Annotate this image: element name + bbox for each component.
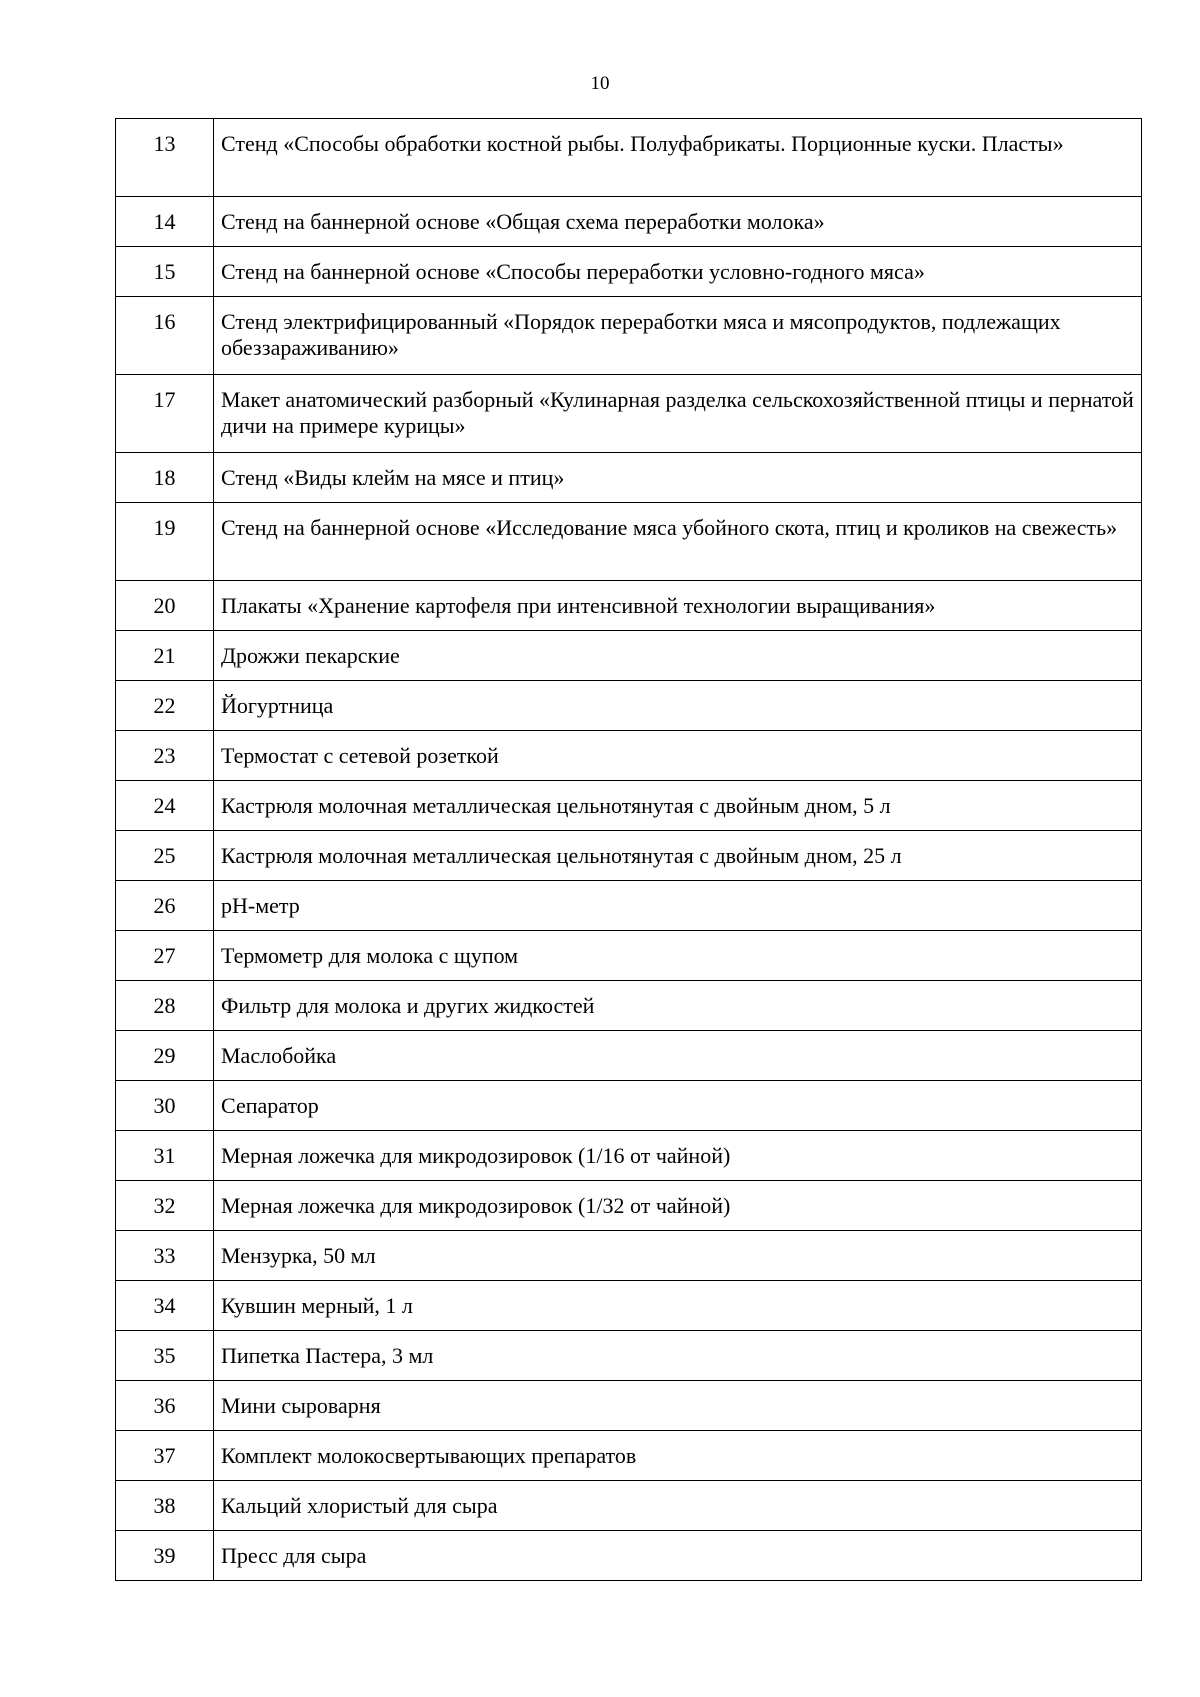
row-item-name: Плакаты «Хранение картофеля при интенсивной технологии выращивания» bbox=[214, 581, 1142, 631]
table-row bbox=[116, 375, 1142, 453]
row-number: 22 bbox=[116, 681, 214, 731]
row-number: 13 bbox=[116, 119, 214, 197]
row-item-name: Мини сыроварня bbox=[214, 1381, 1142, 1431]
row-number: 35 bbox=[116, 1331, 214, 1381]
table-row bbox=[116, 1281, 1142, 1331]
table-row bbox=[116, 781, 1142, 831]
row-item-name: pH-метр bbox=[214, 881, 1142, 931]
row-number: 23 bbox=[116, 731, 214, 781]
row-item-name: Стенд электрифицированный «Порядок переработки мяса и мясопродуктов, подлежащих обеззараживанию» bbox=[214, 297, 1142, 375]
row-number: 14 bbox=[116, 197, 214, 247]
row-item-name: Фильтр для молока и других жидкостей bbox=[214, 981, 1142, 1031]
row-number: 32 bbox=[116, 1181, 214, 1231]
row-item-name: Стенд на баннерной основе «Общая схема переработки молока» bbox=[214, 197, 1142, 247]
row-item-name: Термометр для молока с щупом bbox=[214, 931, 1142, 981]
table-row bbox=[116, 1081, 1142, 1131]
row-item-name: Стенд на баннерной основе «Способы переработки условно-годного мяса» bbox=[214, 247, 1142, 297]
row-item-name: Мензурка, 50 мл bbox=[214, 1231, 1142, 1281]
table-row bbox=[116, 1131, 1142, 1181]
row-number: 17 bbox=[116, 375, 214, 453]
row-number: 37 bbox=[116, 1431, 214, 1481]
row-number: 31 bbox=[116, 1131, 214, 1181]
table-row bbox=[116, 247, 1142, 297]
row-item-name: Маслобойка bbox=[214, 1031, 1142, 1081]
row-item-name: Дрожжи пекарские bbox=[214, 631, 1142, 681]
table-row bbox=[116, 453, 1142, 503]
row-item-name: Комплект молокосвертывающих препаратов bbox=[214, 1431, 1142, 1481]
table-row bbox=[116, 1181, 1142, 1231]
row-number: 15 bbox=[116, 247, 214, 297]
table-row bbox=[116, 1431, 1142, 1481]
table-row bbox=[116, 681, 1142, 731]
row-number: 39 bbox=[116, 1531, 214, 1581]
row-item-name: Пресс для сыра bbox=[214, 1531, 1142, 1581]
table-row bbox=[116, 931, 1142, 981]
row-number: 24 bbox=[116, 781, 214, 831]
table-row bbox=[116, 981, 1142, 1031]
row-item-name: Йогуртница bbox=[214, 681, 1142, 731]
row-number: 16 bbox=[116, 297, 214, 375]
table-row bbox=[116, 831, 1142, 881]
row-item-name: Стенд «Способы обработки костной рыбы. Полуфабрикаты. Порционные куски. Пласты» bbox=[214, 119, 1142, 197]
row-item-name: Мерная ложечка для микродозировок (1/32 от чайной) bbox=[214, 1181, 1142, 1231]
row-item-name: Сепаратор bbox=[214, 1081, 1142, 1131]
row-number: 30 bbox=[116, 1081, 214, 1131]
row-number: 34 bbox=[116, 1281, 214, 1331]
row-number: 20 bbox=[116, 581, 214, 631]
table-row bbox=[116, 119, 1142, 197]
row-item-name: Стенд «Виды клейм на мясе и птиц» bbox=[214, 453, 1142, 503]
row-item-name: Кальций хлористый для сыра bbox=[214, 1481, 1142, 1531]
table-row bbox=[116, 581, 1142, 631]
row-number: 19 bbox=[116, 503, 214, 581]
table-row bbox=[116, 1481, 1142, 1531]
table-row bbox=[116, 1331, 1142, 1381]
table-row bbox=[116, 881, 1142, 931]
row-number: 38 bbox=[116, 1481, 214, 1531]
row-item-name: Термостат с сетевой розеткой bbox=[214, 731, 1142, 781]
row-item-name: Пипетка Пастера, 3 мл bbox=[214, 1331, 1142, 1381]
table-row bbox=[116, 631, 1142, 681]
row-number: 25 bbox=[116, 831, 214, 881]
row-number: 33 bbox=[116, 1231, 214, 1281]
table-row bbox=[116, 1231, 1142, 1281]
row-number: 28 bbox=[116, 981, 214, 1031]
page-number: 10 bbox=[590, 73, 610, 94]
table-row bbox=[116, 503, 1142, 581]
table-row bbox=[116, 1031, 1142, 1081]
row-item-name: Мерная ложечка для микродозировок (1/16 от чайной) bbox=[214, 1131, 1142, 1181]
row-number: 36 bbox=[116, 1381, 214, 1431]
row-number: 26 bbox=[116, 881, 214, 931]
row-number: 29 bbox=[116, 1031, 214, 1081]
row-number: 18 bbox=[116, 453, 214, 503]
row-number: 21 bbox=[116, 631, 214, 681]
row-item-name: Кувшин мерный, 1 л bbox=[214, 1281, 1142, 1331]
row-item-name: Кастрюля молочная металлическая цельнотянутая с двойным дном, 5 л bbox=[214, 781, 1142, 831]
row-item-name: Макет анатомический разборный «Кулинарная разделка сельскохозяйственной птицы и пернатой дичи на примере курицы» bbox=[214, 375, 1142, 453]
table-row bbox=[116, 1531, 1142, 1581]
table-row bbox=[116, 197, 1142, 247]
row-item-name: Стенд на баннерной основе «Исследование мяса убойного скота, птиц и кроликов на свежесть» bbox=[214, 503, 1142, 581]
row-number: 27 bbox=[116, 931, 214, 981]
table-row bbox=[116, 731, 1142, 781]
table-row bbox=[116, 297, 1142, 375]
row-item-name: Кастрюля молочная металлическая цельнотянутая с двойным дном, 25 л bbox=[214, 831, 1142, 881]
equipment-table bbox=[115, 118, 1142, 1581]
table-row bbox=[116, 1381, 1142, 1431]
